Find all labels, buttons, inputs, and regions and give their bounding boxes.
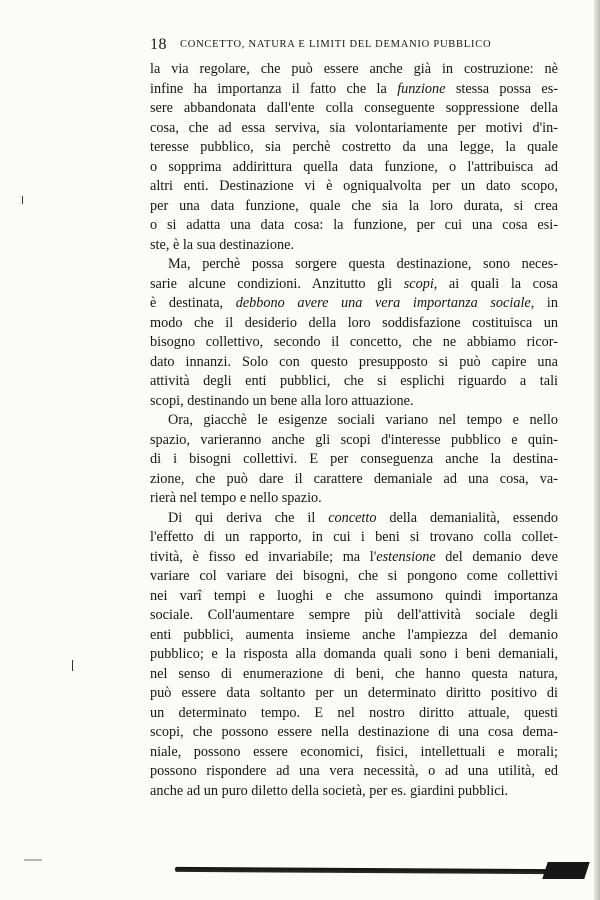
text-line: è destinata, debbono avere una vera importanza sociale, in — [150, 295, 558, 311]
italic-term: scopi — [403, 275, 434, 292]
text-line: dato innanzi. Solo con questo presupposto si può capire una — [150, 353, 558, 370]
text-line: Ma, perchè possa sorgere questa destinazione, sono neces- — [168, 256, 558, 272]
text-line: rierà nel tempo e nello spazio. — [150, 490, 322, 506]
text-line: l'effetto di un rapporto, in cui i beni si trovano colla collet- — [150, 529, 558, 545]
text-line: altri enti. Destinazione vi è ogniqualvolta per un dato scopo, — [150, 178, 558, 194]
page-number: 18 — [150, 36, 167, 53]
text-line: può essere data soltanto per un determinato diritto positivo di — [150, 685, 558, 701]
text-line: di i bisogni collettivi. E per conseguenza anche la destina- — [150, 451, 558, 467]
text-line: attività degli enti pubblici, che si esplichi riguardo a tali — [150, 373, 558, 389]
text-line: per una data funzione, quale che sia la loro durata, si crea — [150, 197, 558, 214]
text-line: zione, che può dare il carattere demaniale ad una cosa, va- — [150, 470, 558, 487]
text-line: o si adatta una data cosa: la funzione, per cui una cosa esi- — [150, 217, 558, 233]
text-line: pubblico; e la risposta alla domanda quali sono i beni demaniali, — [150, 646, 558, 662]
text-line: niale, possono essere economici, fisici, intellettuali e morali; — [150, 743, 558, 760]
text-line: spazio, varieranno anche gli scopi d'interesse pubblico e quin- — [150, 431, 558, 448]
text-line: anche ad un puro diletto della società, per es. giardini pubblici. — [150, 782, 509, 799]
italic-term: funzione — [397, 80, 446, 97]
margin-mark — [22, 196, 23, 204]
text-line: infine ha importanza il fatto che la funzione stessa possa es- — [150, 80, 558, 97]
text-line: scopi, destinando un bene alla loro attuazione. — [150, 392, 414, 409]
italic-term: concetto — [328, 509, 377, 526]
text-line: Ora, giacchè le esigenze sociali variano nel tempo e nello — [168, 412, 558, 428]
body-text — [150, 60, 558, 801]
text-line: variare col variare dei bisogni, che si pongono come collettivi — [150, 568, 558, 584]
margin-mark — [72, 660, 73, 671]
scan-edge-mark — [542, 862, 590, 879]
text-line: modo che il desiderio della loro soddisfazione costituisca un — [150, 314, 558, 331]
text-line: la via regolare, che può essere anche già in costruzione: nè — [150, 61, 558, 77]
running-title: CONCETTO, NATURA E LIMITI DEL DEMANIO PUBBLICO — [180, 39, 492, 50]
page-edge-shadow — [594, 0, 600, 900]
text-line: bisogno collettivo, secondo il concetto, che ne abbiamo ricor- — [150, 334, 558, 350]
italic-term: estensione — [376, 548, 436, 565]
text-line: ste, è la sua destinazione. — [150, 236, 295, 253]
text-line: nei varî tempi e luoghi e che assumono quindi importanza — [150, 587, 558, 604]
text-line: possono rispondere ad una vera necessità, o ad una utilità, ed — [150, 763, 558, 779]
bottom-rule — [175, 867, 550, 874]
text-line: teresse pubblico, sia perchè costretto da una legge, la quale — [150, 139, 558, 155]
text-line: sarie alcune condizioni. Anzitutto gli scopi, ai quali la cosa — [150, 275, 558, 292]
text-line: tività, è fisso ed invariabile; ma l'estensione del demanio deve — [150, 548, 558, 565]
scan-artifact — [24, 859, 42, 861]
text-line: Di qui deriva che il concetto della demanialità, essendo — [168, 509, 558, 526]
text-line: scopi, che possono essere nella destinazione di una cosa dema- — [150, 724, 558, 740]
text-line: o sopprima addirittura quella data funzione, o l'attribuisca ad — [150, 158, 558, 175]
text-line: enti pubblici, aumenta insieme anche l'ampiezza del demanio — [150, 626, 558, 643]
text-line: cosa, che ad essa serviva, sia volontariamente per motivi d'in- — [150, 119, 558, 136]
text-line: sere abbandonata dall'ente colla conseguente soppressione della — [150, 100, 558, 116]
text-line: un determinato tempo. E nel nostro diritto attuale, questi — [150, 704, 558, 721]
text-line: nel senso di enumerazione di beni, che hanno questa natura, — [150, 665, 558, 682]
text-line: sociale. Coll'aumentare sempre più dell'attività sociale degli — [150, 607, 558, 623]
page-header — [150, 36, 560, 56]
italic-phrase: debbono avere una vera importanza sociale — [235, 295, 531, 311]
